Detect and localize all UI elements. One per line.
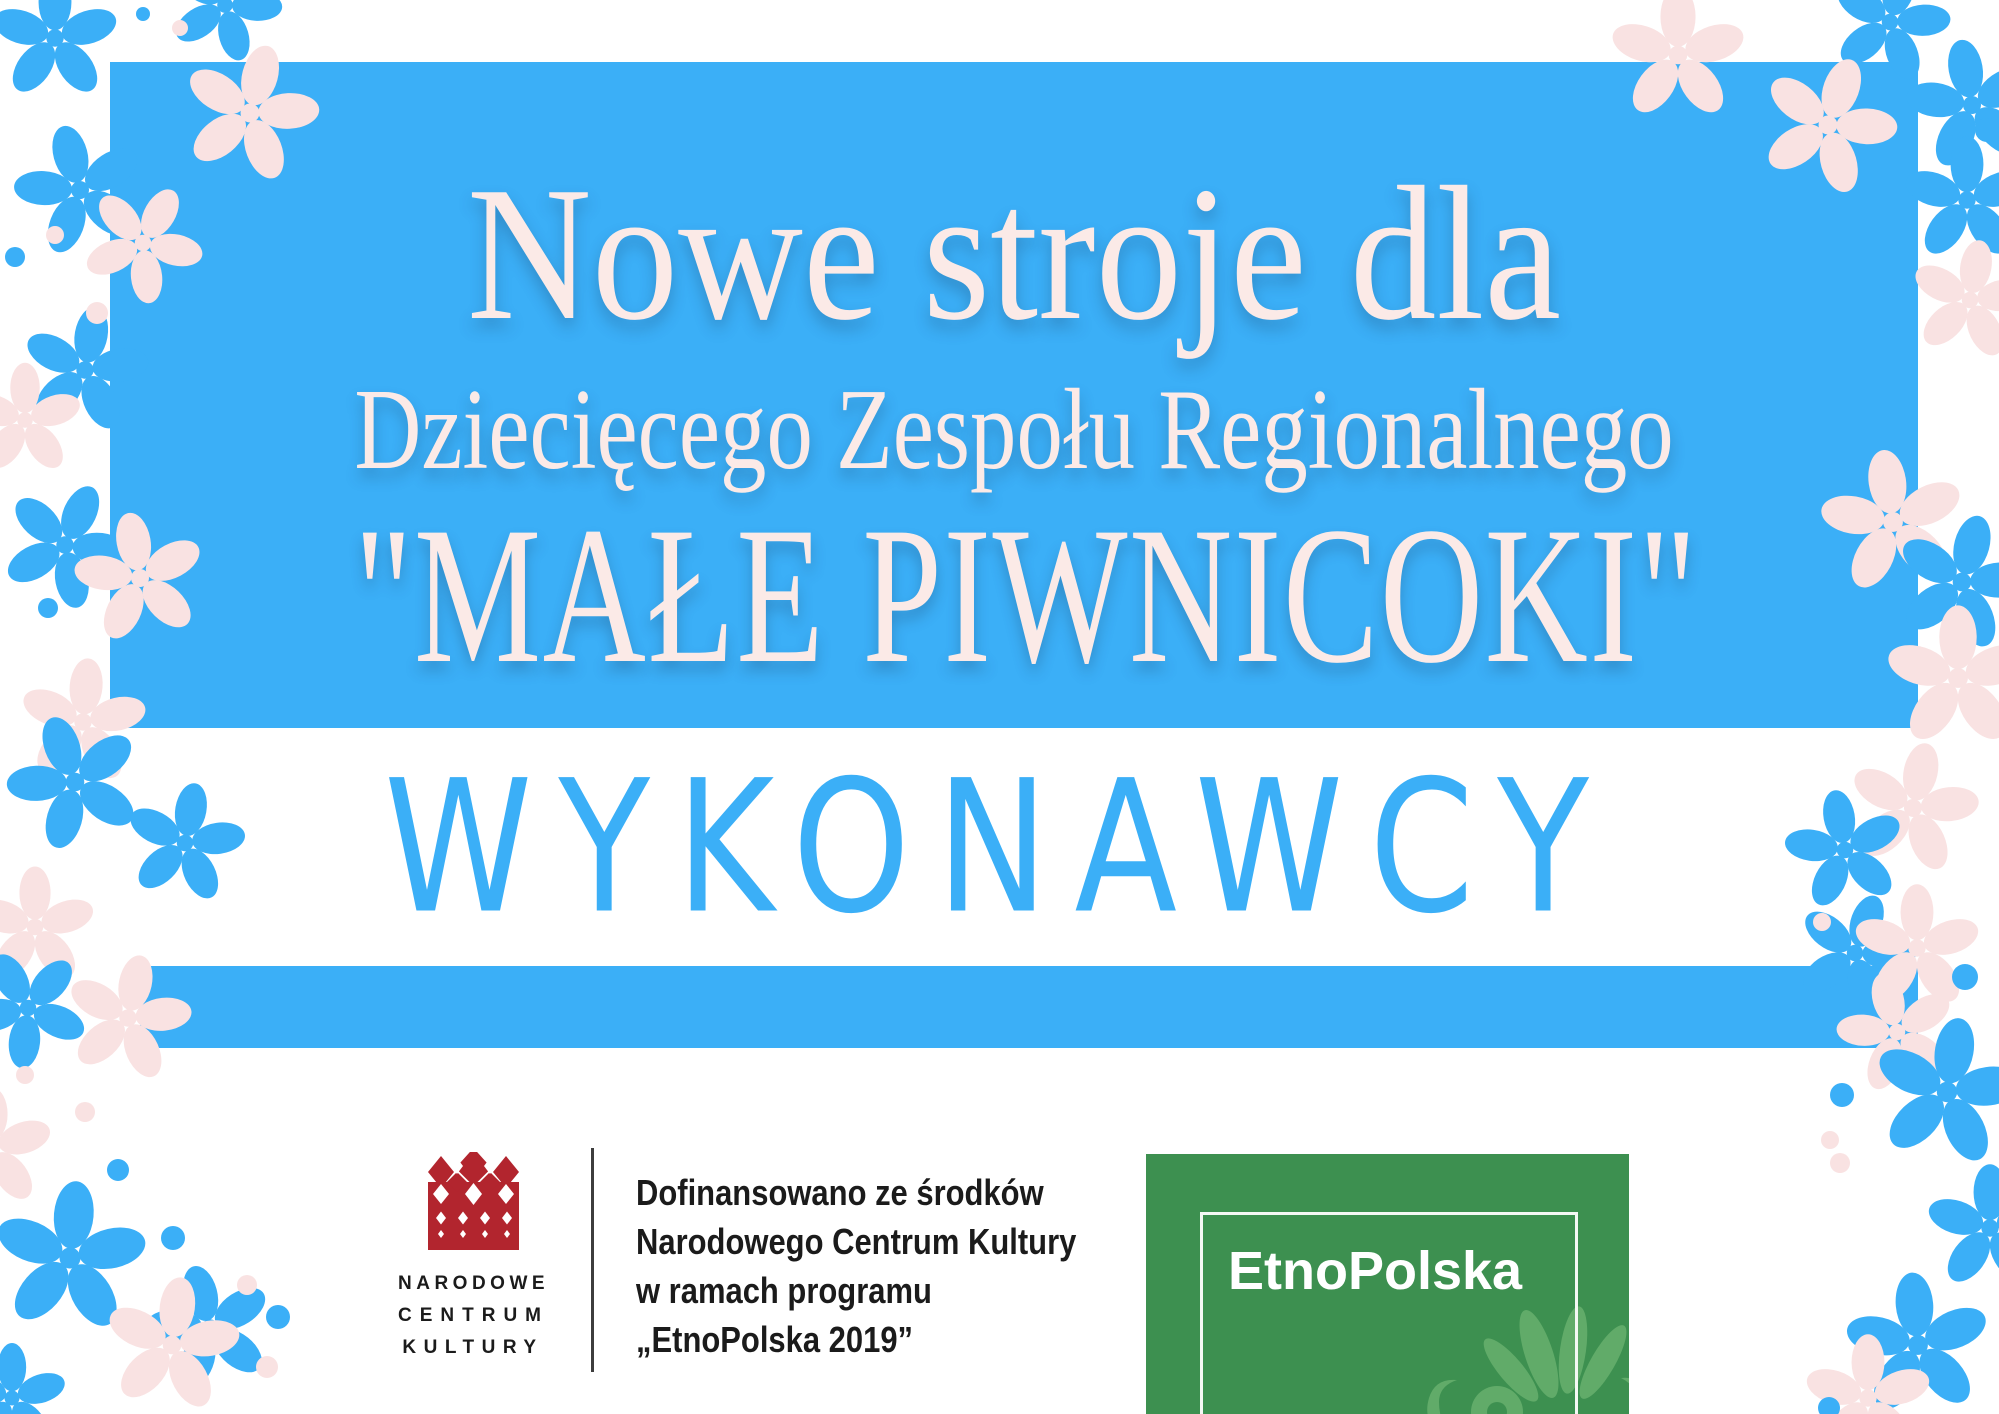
funding-text-line: Dofinansowano ze środków (636, 1172, 1044, 1213)
nck-wordmark-line: KULTURY (402, 1337, 544, 1358)
funding-text-line: „EtnoPolska 2019” (636, 1319, 914, 1360)
title-line-2: Dziecięcego Zespołu Regionalnego (354, 366, 1674, 494)
subtitle-wykonawcy: WYKONAWCY (384, 742, 1615, 955)
nck-crown-icon (428, 1152, 519, 1250)
funding-text-line: Narodowego Centrum Kultury (636, 1221, 1077, 1262)
nck-wordmark-line: NARODOWE (398, 1273, 550, 1294)
funding-text (636, 1168, 1076, 1364)
nck-wordmark-line: CENTRUM (398, 1305, 549, 1326)
etnopolska-label: EtnoPolska (1228, 1241, 1523, 1301)
funding-text-line: w ramach programu (636, 1270, 932, 1311)
title-line-1: Nowe stroje dla (466, 147, 1562, 360)
nck-wordmark (398, 1268, 548, 1364)
title-line-3: "MAŁE PIWNICOKI" (354, 487, 1699, 704)
vertical-divider (591, 1148, 594, 1372)
etnopolska-box (1146, 1154, 1629, 1414)
